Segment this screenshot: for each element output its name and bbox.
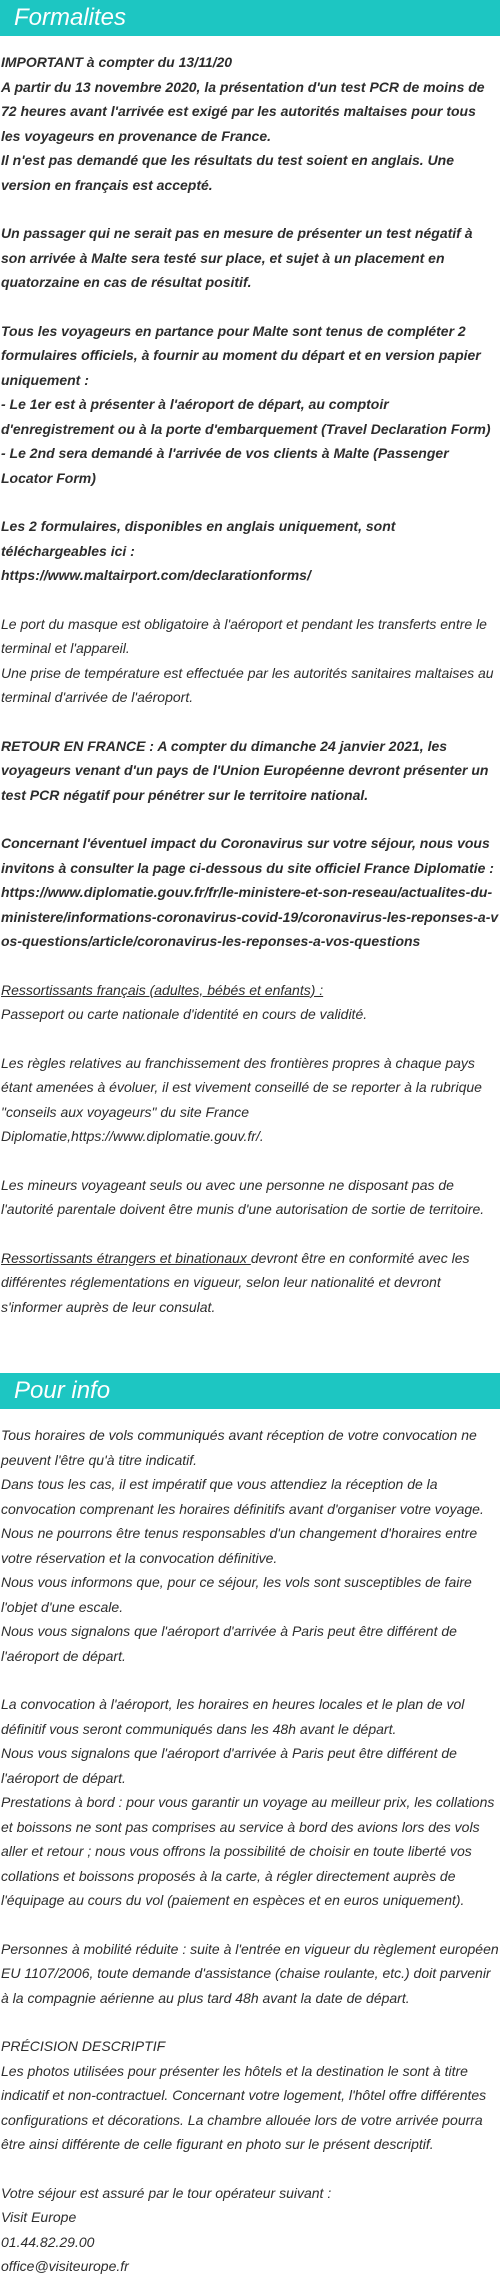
french-nationals-docs: Passeport ou carte nationale d'identité en cours de validité. (1, 1006, 368, 1022)
return-france-text: RETOUR EN FRANCE : A compter du dimanche 24 janvier 2021, les voyageurs venant d'un pays de l'Union Européenne devront présenter un test PCR négatif pour pénétrer sur le territoire national. (1, 737, 489, 803)
negative-test-text: Un passager qui ne serait pas en mesure de présenter un test négatif à son arrivée à Malte sera testé sur place, et sujet à un placement en quatorzaine en cas de résultat positif. (1, 225, 473, 290)
pour-info-title: Pour info (14, 1377, 111, 1404)
coronavirus-info-intro: Concernant l'éventuel impact du Coronavirus sur votre séjour, nous vous invitons à consulter la page ci-dessous du site officiel France Diplomatie : (1, 835, 494, 876)
french-nationals-heading: Ressortissants français (adultes, bébés et enfants) : (1, 981, 324, 998)
convocation-text: La convocation à l'aéroport, les horaires en heures locales et le plan de vol définitif vous seront communiqués dans les 48h avant le départ. Nous vous signalons que l'aéroport d'arrivée à Paris peut être différent de l'aéroport de départ. Prestations à bord : pour vous garantir un voyage au meilleur prix, les collations et boissons ne sont pas comprises au service à bord des avions lors des vols aller et retour ; nous vous offrons la possibilité de choisir en toute liberté vos collations et boissons proposés à la carte, à régler directement auprès de l'équipage au cours du vol (paiement en espèces et en euros uniquement). (1, 1696, 495, 1908)
pour-info-content (0, 1409, 499, 2279)
foreign-nationals-text (1, 1246, 499, 1320)
flight-times-text: Tous horaires de vols communiqués avant réception de votre convocation ne peuvent l'être qu'à titre indicatif. Dans tous les cas, il est impératif que vous attendiez la réception de la convocation comprenant les horaires définitifs avant d'organiser votre voyage. Nous ne pourrons être tenus responsables d'un changement d'horaires entre votre réservation et la convocation définitive. Nous vous informons que, pour ce séjour, les vols sont susceptibles de faire l'objet d'une escale. Nous vous signalons que l'aéroport d'arrivée à Paris peut être différent de l'aéroport de départ. (1, 1427, 484, 1664)
description-precision-text: PRÉCISION DESCRIPTIF Les photos utilisées pour présenter les hôtels et la destination le sont à titre indicatif et non-contractuel. Concernant votre logement, l'hôtel offre différentes configurations et décorations. La chambre allouée lors de votre arrivée pourra être ainsi différente de celle figurant en photo sur le présent descriptif. (1, 2038, 487, 2152)
coronavirus-info-text (1, 831, 499, 954)
foreign-nationals-body: devront être en conformité avec les différentes réglementations en vigueur, selon leur nationalité et devront s'informer auprès de leur consulat. (1, 1249, 470, 1315)
tour-operator-text: Votre séjour est assuré par le tour opérateur suivant : Visit Europe 01.44.82.29.00 office@visiteurope.fr (1, 2184, 332, 2274)
pour-info-header (0, 1373, 500, 1409)
pour-info-section (0, 1373, 500, 2279)
border-rules-text: Les règles relatives au franchissement des frontières propres à chaque pays étant amenées à évoluer, il est vivement conseillé de se reporter à la rubrique "conseils aux voyageurs" du site France Diplomatie,https://www.diplomatie.gouv.fr/. (1, 1054, 482, 1144)
forms-download-text: Les 2 formulaires, disponibles en anglais uniquement, sont téléchargeables ici : https://www.maltairport.com/declarationforms/ (1, 518, 396, 583)
mask-temperature-text: Le port du masque est obligatoire à l'aéroport et pendant les transferts entre le terminal et l'appareil. Une prise de température est effectuée par les autorités sanitaires maltaises au terminal d'arrivée de l'aéroport. (1, 615, 494, 705)
forms-requirement-text: Tous les voyageurs en partance pour Malte sont tenus de compléter 2 formulaires officiels, à fournir au moment du départ et en version papier uniquement : - Le 1er est à présenter à l'aéroport de départ, au comptoir d'enregistrement ou à la porte d'embarquement (Travel Declaration Form) - Le 2nd sera demandé à l'arrivée de vos clients à Malte (Passenger Locator Form) (1, 322, 491, 486)
diplomatie-link[interactable]: https://www.diplomatie.gouv.fr/fr/le-ministere-et-son-reseau/actualites-du-ministere/informations-coronavirus-covid-19/coronavirus-les-reponses-a-vos-questions/article/coronavirus-les-reponses-a-vos-questions (1, 884, 499, 949)
formalites-title: Formalites (14, 4, 127, 31)
minors-text: Les mineurs voyageant seuls ou avec une personne ne disposant pas de l'autorité parentale doivent être munis d'une autorisation de sortie de territoire. (1, 1176, 485, 1217)
formalites-content (0, 36, 499, 1319)
foreign-nationals-heading: Ressortissants étrangers et binationaux (1, 1249, 251, 1266)
formalites-header (0, 0, 500, 36)
french-nationals-text (1, 978, 499, 1027)
pcr-requirement-text: IMPORTANT à compter du 13/11/20 A partir du 13 novembre 2020, la présentation d'un test PCR de moins de 72 heures avant l'arrivée est exigé par les autorités maltaises pour tous les voyageurs en provenance de France. Il n'est pas demandé que les résultats du test soient en anglais. Une version en français est accepté. (1, 54, 485, 193)
reduced-mobility-text: Personnes à mobilité réduite : suite à l'entrée en vigueur du règlement européen EU 1107/2006, toute demande d'assistance (chaise roulante, etc.) doit parvenir à la compagnie aérienne au plus tard 48h avant la date de départ. (1, 1940, 499, 2006)
